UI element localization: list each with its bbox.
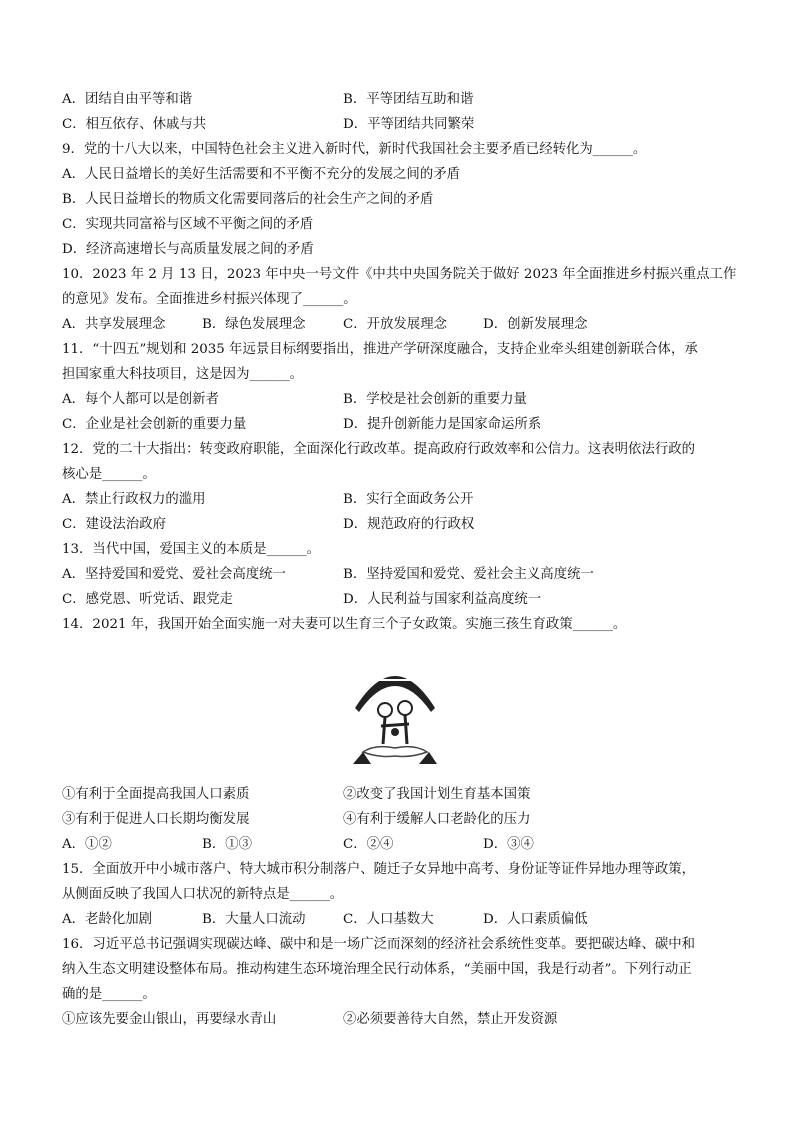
q13-option-c: C．感党恩、听党话、跟党走 — [62, 592, 233, 607]
q15-stem-line-2: 从侧面反映了我国人口状况的新特点是______。 — [62, 887, 344, 902]
q8-option-c: C．相互依存、休戚与共 — [62, 117, 207, 132]
q14-stem: 14．2021 年，我国开始全面实施一对夫妻可以生育三个子女政策。实施三孩生育政策______。 — [62, 617, 627, 632]
q12-option-c: C．建设法治政府 — [62, 517, 166, 532]
q15-option-b: B．大量人口流动 — [202, 912, 306, 927]
q11-stem-line-1: 11．“十四五”规划和 2035 年远景目标纲要指出，推进产学研深度融合，支持企业牵头组建创新联合体，承 — [62, 342, 698, 357]
q13-stem: 13．当代中国，爱国主义的本质是______。 — [62, 542, 321, 557]
q12-option-a: A．禁止行政权力的滥用 — [62, 492, 206, 507]
three-child-policy-cartoon — [345, 652, 445, 770]
cartoon-parent-head — [398, 701, 412, 715]
q10-option-b: B．绿色发展理念 — [202, 317, 306, 332]
q11-option-a: A．每个人都可以是创新者 — [62, 392, 219, 407]
q14-option-b: B．①③ — [202, 837, 253, 852]
q15-stem-line-1: 15．全面放开中小城市落户、特大城市积分制落户、随迁子女异地中高考、身份证等证件异地办理等政策， — [62, 862, 696, 877]
q14-option-a: A．①② — [62, 837, 112, 852]
q9-option-d: D．经济高速增长与高质量发展之间的矛盾 — [62, 242, 314, 257]
q8-option-b: B．平等团结互助和谐 — [343, 92, 474, 107]
q10-option-d: D．创新发展理念 — [483, 317, 588, 332]
q9-option-c: C．实现共同富裕与区域不平衡之间的矛盾 — [62, 217, 314, 232]
q9-option-b: B．人民日益增长的物质文化需要同落后的社会生产之间的矛盾 — [62, 192, 434, 207]
q14-option-c: C．②④ — [343, 837, 394, 852]
q16-stem-line-2: 纳入生态文明建设整体布局。推动构建生态环境治理全民行动体系，“美丽中国，我是行动者”。下列行动正 — [62, 962, 692, 977]
q9-stem: 9．党的十八大以来，中国特色社会主义进入新时代，新时代我国社会主要矛盾已经转化为______。 — [62, 142, 647, 157]
cartoon-parent-head — [378, 703, 392, 717]
q9-option-a: A．人民日益增长的美好生活需要和不平衡不充分的发展之间的矛盾 — [62, 167, 460, 182]
q10-stem-line-2: 的意见》发布。全面推进乡村振兴体现了______。 — [62, 292, 357, 307]
q16-statement-2: ②必须要善待大自然，禁止开发资源 — [343, 1012, 558, 1027]
q15-option-a: A．老龄化加剧 — [62, 912, 153, 927]
q13-option-a: A．坚持爱国和爱党、爱社会高度统一 — [62, 567, 286, 582]
q12-option-b: B．实行全面政务公开 — [343, 492, 474, 507]
q12-option-d: D．规范政府的行政权 — [343, 517, 475, 532]
q8-option-a: A．团结自由平等和谐 — [62, 92, 193, 107]
q11-stem-line-2: 担国家重大科技项目，这是因为______。 — [62, 367, 304, 382]
q13-option-d: D．人民利益与国家利益高度统一 — [343, 592, 542, 607]
q16-stem-line-3: 确的是______。 — [62, 987, 156, 1002]
q13-option-b: B．坚持爱国和爱党、爱社会主义高度统一 — [343, 567, 594, 582]
q11-option-d: D．提升创新能力是国家命运所系 — [343, 417, 542, 432]
q10-option-c: C．开放发展理念 — [343, 317, 447, 332]
q14-statement-2: ②改变了我国计划生育基本国策 — [343, 787, 531, 802]
q15-option-d: D．人口素质偏低 — [483, 912, 588, 927]
q8-option-d: D．平等团结共同繁荣 — [343, 117, 475, 132]
q11-option-c: C．企业是社会创新的重要力量 — [62, 417, 247, 432]
q15-option-c: C．人口基数大 — [343, 912, 434, 927]
q14-statement-4: ④有利于缓解人口老龄化的压力 — [343, 812, 531, 827]
q12-stem-line-1: 12．党的二十大指出：转变政府职能，全面深化行政改革。提高政府行政效率和公信力。这表明依法行政的 — [62, 442, 696, 457]
q14-option-d: D．③④ — [483, 837, 534, 852]
q10-option-a: A．共享发展理念 — [62, 317, 166, 332]
q14-statement-1: ①有利于全面提高我国人口素质 — [62, 787, 250, 802]
q16-statement-1: ①应该先要金山银山，再要绿水青山 — [62, 1012, 277, 1027]
q11-option-b: B．学校是社会创新的重要力量 — [343, 392, 527, 407]
q10-stem-line-1: 10．2023 年 2 月 13 日，2023 年中央一号文件《中共中央国务院关于做好 2023 年全面推进乡村振兴重点工作 — [62, 267, 737, 282]
cartoon-child — [391, 728, 399, 736]
q12-stem-line-2: 核心是______。 — [62, 467, 156, 482]
q16-stem-line-1: 16．习近平总书记强调实现碳达峰、碳中和是一场广泛而深刻的经济社会系统性变革。要把碳达峰、碳中和 — [62, 937, 696, 952]
cartoon-umbrella — [355, 676, 435, 712]
q14-statement-3: ③有利于促进人口长期均衡发展 — [62, 812, 250, 827]
